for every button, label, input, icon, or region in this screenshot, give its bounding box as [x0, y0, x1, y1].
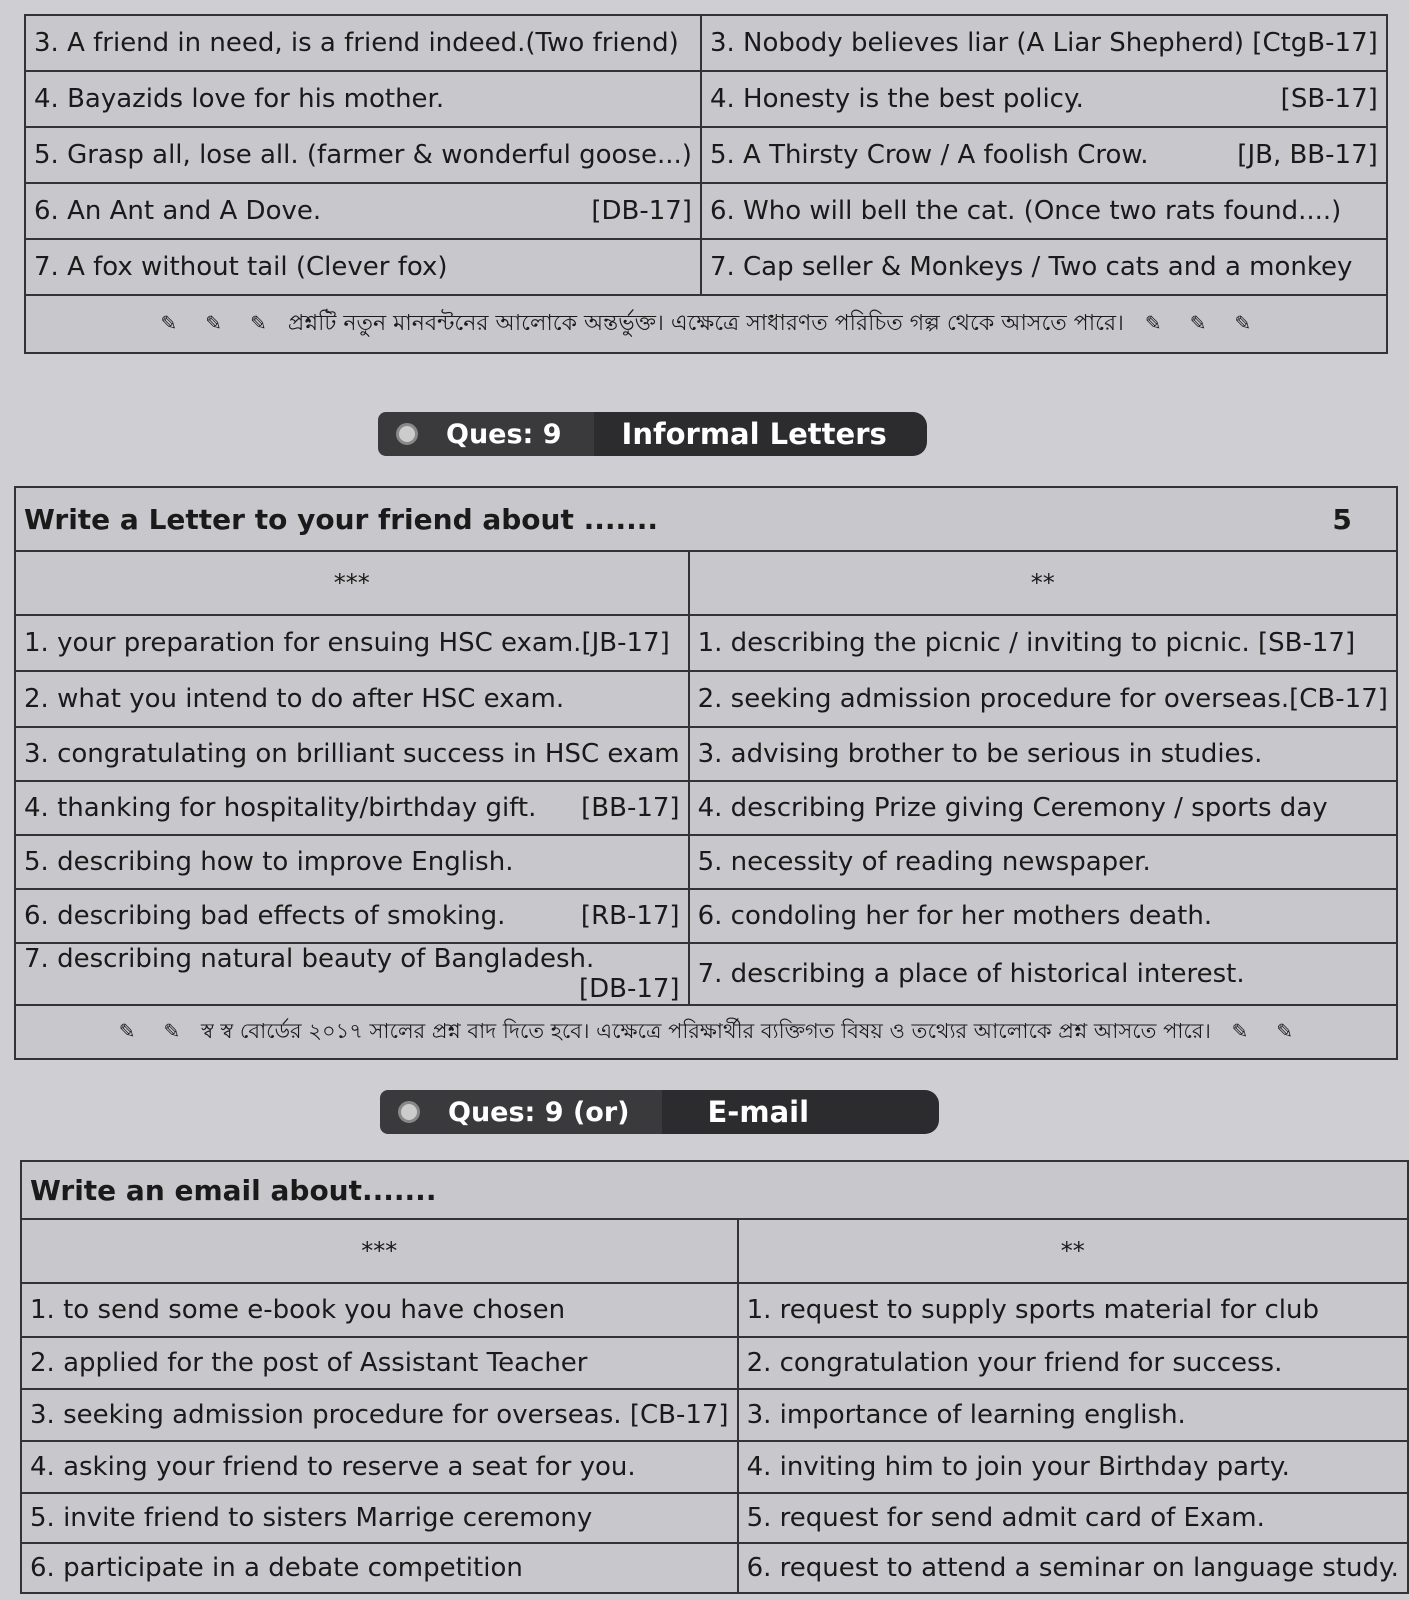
story-note-text: প্রশ্নটি নতুন মানবন্টনের আলোকে অন্তর্ভুক্ত। এক্ষেত্রে সাধারণত পরিচিত গল্প থেকে আসতে পারে।: [287, 310, 1124, 336]
letter-left-cell: 4. thanking for hospitality/birthday gift. [BB-17]: [15, 781, 689, 835]
letters-note: [15, 1005, 1397, 1059]
table-row: [21, 1493, 1408, 1543]
story-right-cell: 6. Who will bell the cat. (Once two rats found....): [701, 183, 1387, 239]
table-row: [25, 71, 1387, 127]
banner-title: Informal Letters: [594, 412, 927, 456]
story-left-cell: 3. A friend in need, is a friend indeed.(Two friend): [25, 15, 701, 71]
pencil-icon: ✎: [118, 1018, 136, 1043]
letter-left-cell: 6. describing bad effects of smoking. [RB-17]: [15, 889, 689, 943]
stars-right: **: [689, 551, 1397, 615]
story-left-cell: 6. An Ant and A Dove. [DB-17]: [25, 183, 701, 239]
story-table: [24, 14, 1388, 354]
stars-left: ***: [15, 551, 689, 615]
email-left-cell: 6. participate in a debate competition: [21, 1543, 738, 1593]
story-right-cell: 4. Honesty is the best policy. [SB-17]: [701, 71, 1387, 127]
table-row: [15, 727, 1397, 781]
table-row: [15, 781, 1397, 835]
table-row: [21, 1441, 1408, 1493]
email-left-cell: 5. invite friend to sisters Marrige ceremony: [21, 1493, 738, 1543]
letter-left-cell: 3. congratulating on brilliant success in HSC exam: [15, 727, 689, 781]
letters-note-text: স্ব স্ব বোর্ডের ২০১৭ সালের প্রশ্ন বাদ দিতে হবে। এক্ষেত্রে পরিক্ষার্থীর ব্যক্তিগত বিষয় ও তথ্যের আলোকে প্রশ্ন আসতে পারে।: [200, 1018, 1211, 1043]
email-heading: Write an email about.......: [21, 1161, 1408, 1219]
pencil-icon: ✎: [1234, 310, 1252, 335]
table-row: [21, 1337, 1408, 1389]
pencil-icon: ✎: [1276, 1018, 1294, 1043]
pencil-icon: ✎: [1189, 310, 1207, 335]
stars-row: [15, 551, 1397, 615]
letter-left-cell: 1. your preparation for ensuing HSC exam.[JB-17]: [15, 615, 689, 671]
letter-left-cell: 5. describing how to improve English.: [15, 835, 689, 889]
table-row: [15, 889, 1397, 943]
letter-right-cell: 4. describing Prize giving Ceremony / sports day: [689, 781, 1397, 835]
bullet-icon: [398, 1101, 420, 1123]
email-right-cell: 4. inviting him to join your Birthday party.: [738, 1441, 1408, 1493]
table-header-row: [21, 1161, 1408, 1219]
pencil-icon: ✎: [1231, 1018, 1249, 1043]
pencil-icon: ✎: [1144, 310, 1162, 335]
email-right-cell: 3. importance of learning english.: [738, 1389, 1408, 1441]
table-row: [21, 1543, 1408, 1593]
table-row: [25, 239, 1387, 295]
table-row: [25, 183, 1387, 239]
letter-left-cell: 2. what you intend to do after HSC exam.: [15, 671, 689, 727]
letters-heading: Write a Letter to your friend about ....... 5: [15, 487, 1397, 551]
email-right-cell: 2. congratulation your friend for success.: [738, 1337, 1408, 1389]
letter-right-cell: 3. advising brother to be serious in studies.: [689, 727, 1397, 781]
story-note: [25, 295, 1387, 353]
letter-right-cell: 2. seeking admission procedure for overseas.[CB-17]: [689, 671, 1397, 727]
story-right-cell: 5. A Thirsty Crow / A foolish Crow. [JB, BB-17]: [701, 127, 1387, 183]
table-row: [25, 15, 1387, 71]
story-left-cell: 4. Bayazids love for his mother.: [25, 71, 701, 127]
section-banner-letters: [378, 412, 927, 456]
email-right-cell: 1. request to supply sports material for club: [738, 1283, 1408, 1337]
stars-left: ***: [21, 1219, 738, 1283]
table-row: [25, 127, 1387, 183]
table-row: [15, 835, 1397, 889]
pencil-icon: ✎: [250, 310, 267, 335]
email-right-cell: 5. request for send admit card of Exam.: [738, 1493, 1408, 1543]
table-row: [21, 1389, 1408, 1441]
note-row: [25, 295, 1387, 353]
story-right-cell: 3. Nobody believes liar (A Liar Shepherd) [CtgB-17]: [701, 15, 1387, 71]
table-row: [15, 671, 1397, 727]
letter-left-cell: 7. describing natural beauty of Bangladesh. [DB-17]: [15, 943, 689, 1005]
story-left-cell: 7. A fox without tail (Clever fox): [25, 239, 701, 295]
pencil-icon: ✎: [160, 310, 178, 335]
pencil-icon: ✎: [205, 310, 223, 335]
stars-row: [21, 1219, 1408, 1283]
section-banner-email: [380, 1090, 939, 1134]
letter-right-cell: 1. describing the picnic / inviting to picnic. [SB-17]: [689, 615, 1397, 671]
email-right-cell: 6. request to attend a seminar on language study.: [738, 1543, 1408, 1593]
letter-right-cell: 5. necessity of reading newspaper.: [689, 835, 1397, 889]
banner-ques: Ques: 9 (or): [380, 1090, 662, 1134]
email-left-cell: 1. to send some e-book you have chosen: [21, 1283, 738, 1337]
letter-right-cell: 6. condoling her for her mothers death.: [689, 889, 1397, 943]
letters-table: [14, 486, 1398, 1060]
note-row: [15, 1005, 1397, 1059]
pencil-icon: ✎: [163, 1018, 181, 1043]
email-left-cell: 2. applied for the post of Assistant Teacher: [21, 1337, 738, 1389]
table-row: [21, 1283, 1408, 1337]
story-left-cell: 5. Grasp all, lose all. (farmer & wonderful goose...): [25, 127, 701, 183]
stars-right: **: [738, 1219, 1408, 1283]
story-right-cell: 7. Cap seller & Monkeys / Two cats and a monkey: [701, 239, 1387, 295]
table-row: [15, 615, 1397, 671]
table-row: [15, 943, 1397, 1005]
marks: 5: [1332, 502, 1352, 536]
banner-title: E-mail: [662, 1090, 940, 1134]
banner-ques: Ques: 9: [378, 412, 594, 456]
table-header-row: [15, 487, 1397, 551]
bullet-icon: [396, 423, 418, 445]
email-left-cell: 4. asking your friend to reserve a seat for you.: [21, 1441, 738, 1493]
email-table: [20, 1160, 1409, 1594]
letter-right-cell: 7. describing a place of historical interest.: [689, 943, 1397, 1005]
email-left-cell: 3. seeking admission procedure for overseas. [CB-17]: [21, 1389, 738, 1441]
